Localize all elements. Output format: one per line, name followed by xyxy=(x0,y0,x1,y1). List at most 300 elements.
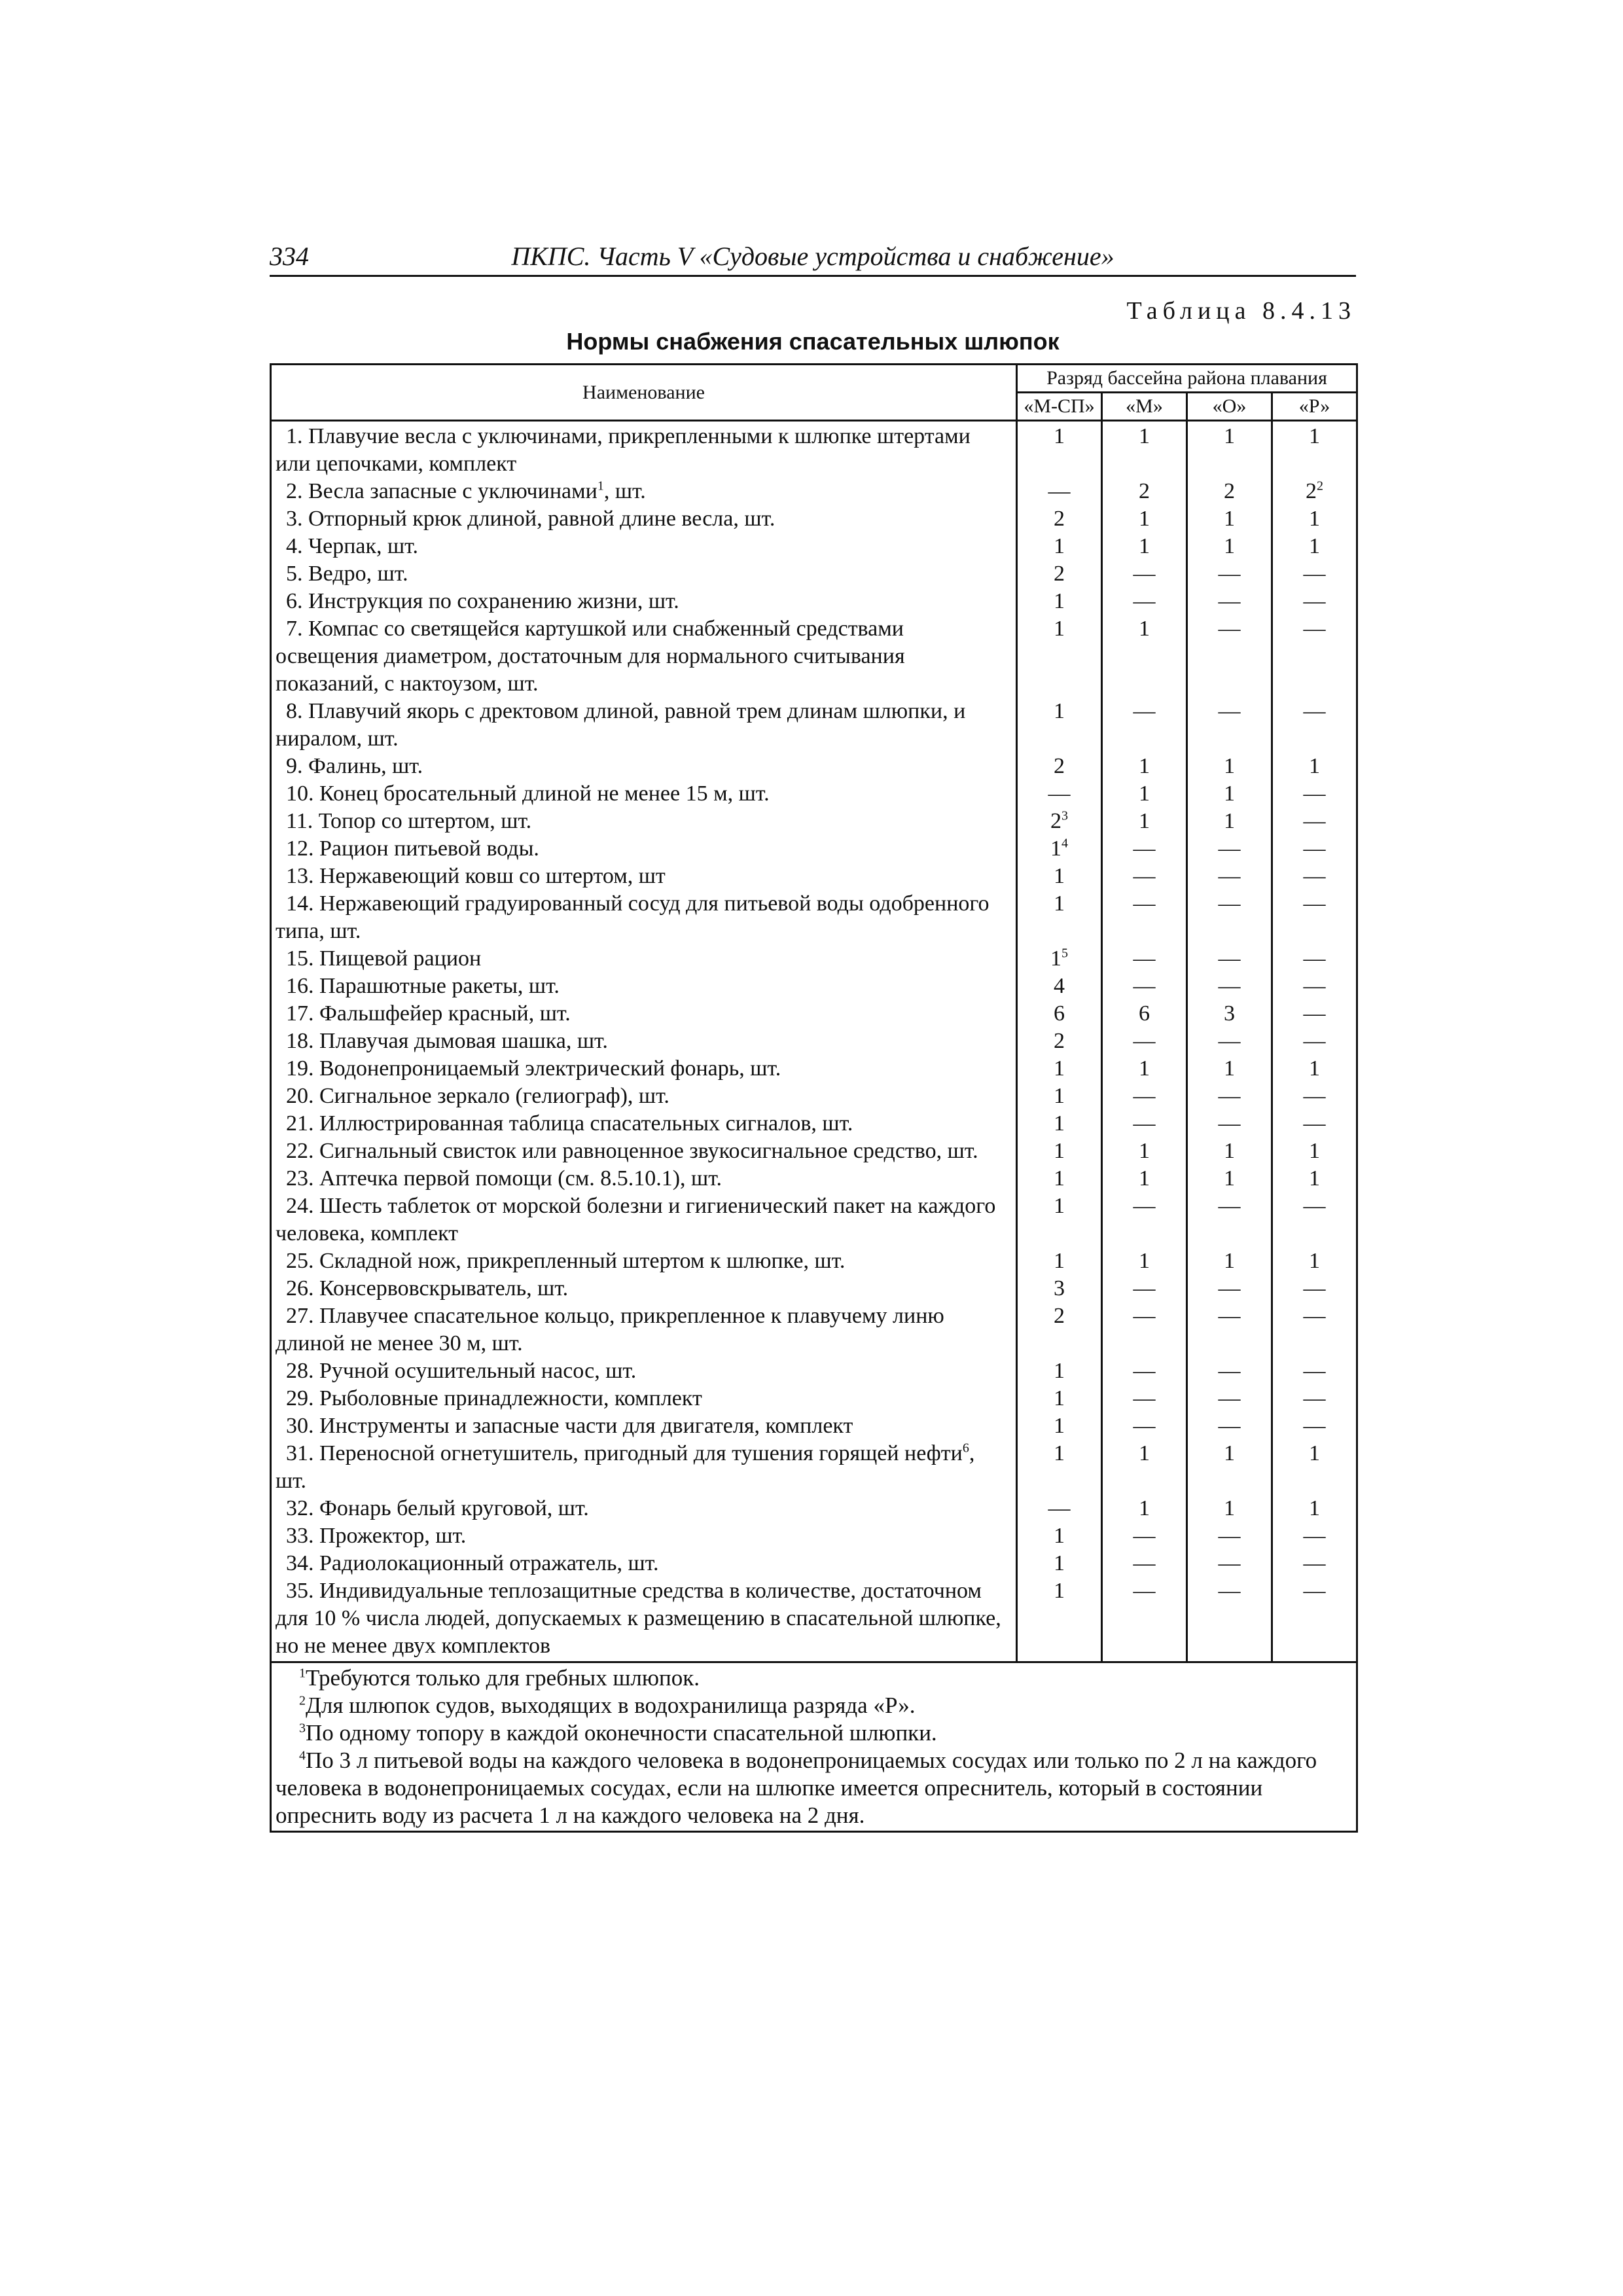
footnote-ref: 6 xyxy=(962,1441,969,1456)
quantity-cell xyxy=(1187,973,1272,1000)
quantity-cell xyxy=(1102,808,1187,835)
quantity-cell xyxy=(1272,1055,1357,1083)
quantity-cell xyxy=(1187,863,1272,890)
table-row xyxy=(271,945,1357,973)
page-number: 334 xyxy=(270,242,309,271)
item-name-cell xyxy=(271,1577,1017,1662)
quantity-value: 1 xyxy=(1224,1441,1235,1465)
quantity-cell xyxy=(1102,753,1187,780)
quantity-value: — xyxy=(1303,1194,1326,1218)
table-header-row xyxy=(271,365,1357,393)
quantity-cell xyxy=(1102,945,1187,973)
quantity-cell xyxy=(1272,560,1357,588)
item-name: 24. Шесть таблеток от морской болезни и гигиенический пакет на каждого человека, комплект xyxy=(276,1194,996,1246)
table-row xyxy=(271,780,1357,808)
item-name-cell xyxy=(271,808,1017,835)
quantity-cell xyxy=(1187,1522,1272,1550)
item-name-cell xyxy=(271,945,1017,973)
item-name-cell xyxy=(271,1412,1017,1440)
quantity-cell xyxy=(1272,753,1357,780)
quantity-value: — xyxy=(1133,699,1156,723)
quantity-cell xyxy=(1017,533,1102,560)
quantity-value: — xyxy=(1218,1359,1241,1383)
item-name-cell xyxy=(271,753,1017,780)
quantity-cell xyxy=(1187,421,1272,478)
quantity-value: — xyxy=(1133,562,1156,586)
quantity-cell xyxy=(1272,615,1357,698)
quantity-value: — xyxy=(1218,891,1241,916)
table-row xyxy=(271,560,1357,588)
quantity-value: — xyxy=(1218,1194,1241,1218)
quantity-cell xyxy=(1187,478,1272,505)
item-name: 13. Нержавеющий ковш со штертом, шт xyxy=(286,864,666,888)
item-name: 23. Аптечка первой помощи (см. 8.5.10.1), шт. xyxy=(286,1166,722,1191)
quantity-cell xyxy=(1272,1000,1357,1028)
item-name-tail: , шт. xyxy=(603,479,646,503)
quantity-value: 1 xyxy=(1224,1166,1235,1191)
item-name: 29. Рыболовные принадлежности, комплект xyxy=(286,1386,702,1410)
quantity-value: 1 xyxy=(1139,534,1150,558)
item-name: 9. Фалинь, шт. xyxy=(286,754,423,778)
item-name: 27. Плавучее спасательное кольцо, прикрепленное к плавучему линю длиной не менее 30 м, шт. xyxy=(276,1304,944,1355)
quantity-value: 1 xyxy=(1054,1579,1065,1603)
footnote-ref: 4 xyxy=(1061,836,1068,851)
item-name: 15. Пищевой рацион xyxy=(286,946,482,971)
item-name-cell xyxy=(271,1522,1017,1550)
quantity-cell xyxy=(1102,1522,1187,1550)
item-name: 12. Рацион питьевой воды. xyxy=(286,836,539,861)
footnotes-row xyxy=(271,1662,1357,1832)
quantity-value: 2 xyxy=(1054,754,1065,778)
quantity-cell xyxy=(1017,1495,1102,1522)
quantity-cell xyxy=(1017,698,1102,753)
table-row xyxy=(271,753,1357,780)
quantity-cell xyxy=(1102,560,1187,588)
quantity-value: 1 xyxy=(1224,534,1235,558)
item-name-cell xyxy=(271,505,1017,533)
item-name: 7. Компас со светящейся картушкой или снабженный средствами освещения диаметром, достаточным для нормального считывания показаний, с нактоузом, шт. xyxy=(276,617,905,696)
quantity-cell xyxy=(1017,1083,1102,1110)
quantity-cell xyxy=(1272,1440,1357,1495)
quantity-cell xyxy=(1017,890,1102,945)
quantity-cell xyxy=(1102,1247,1187,1275)
quantity-cell xyxy=(1187,1028,1272,1055)
quantity-cell xyxy=(1102,1165,1187,1193)
table-row xyxy=(271,1275,1357,1302)
quantity-cell xyxy=(1017,505,1102,533)
quantity-cell xyxy=(1187,1165,1272,1193)
quantity-value: — xyxy=(1218,589,1241,613)
quantity-cell xyxy=(1102,1302,1187,1357)
quantity-cell xyxy=(1017,1522,1102,1550)
quantity-value: — xyxy=(1218,864,1241,888)
quantity-cell xyxy=(1102,421,1187,478)
quantity-value: — xyxy=(1303,562,1326,586)
table-row xyxy=(271,1550,1357,1577)
quantity-cell xyxy=(1272,698,1357,753)
quantity-value: — xyxy=(1133,1524,1156,1548)
quantity-cell xyxy=(1272,588,1357,615)
quantity-value: — xyxy=(1133,946,1156,971)
quantity-cell xyxy=(1272,1110,1357,1138)
quantity-cell xyxy=(1102,780,1187,808)
table-row xyxy=(271,890,1357,945)
quantity-value: — xyxy=(1218,974,1241,998)
quantity-value: — xyxy=(1218,617,1241,641)
item-name-cell xyxy=(271,863,1017,890)
item-name: 25. Складной нож, прикрепленный штертом к шлюпке, шт. xyxy=(286,1249,846,1273)
quantity-value: 1 xyxy=(1139,781,1150,806)
quantity-cell xyxy=(1102,1000,1187,1028)
item-name-cell xyxy=(271,1083,1017,1110)
footnote-text: Для шлюпок судов, выходящих в водохранилища разряда «Р». xyxy=(306,1693,916,1718)
quantity-cell xyxy=(1102,588,1187,615)
table-row xyxy=(271,1440,1357,1495)
quantity-cell xyxy=(1017,863,1102,890)
table-row xyxy=(271,1055,1357,1083)
quantity-value: — xyxy=(1133,1276,1156,1300)
footnote-mark: 4 xyxy=(299,1748,306,1763)
item-name-tail: , шт. xyxy=(276,1441,975,1493)
table-row xyxy=(271,1000,1357,1028)
quantity-cell xyxy=(1102,533,1187,560)
quantity-cell xyxy=(1102,973,1187,1000)
item-name: 20. Сигнальное зеркало (гелиограф), шт. xyxy=(286,1084,669,1108)
item-name: 16. Парашютные ракеты, шт. xyxy=(286,974,560,998)
quantity-value: 2 xyxy=(1054,507,1065,531)
table-row xyxy=(271,1247,1357,1275)
quantity-cell xyxy=(1187,1412,1272,1440)
quantity-value: 1 xyxy=(1054,1524,1065,1548)
item-name-cell xyxy=(271,533,1017,560)
table-row xyxy=(271,1522,1357,1550)
quantity-value: — xyxy=(1218,1029,1241,1053)
quantity-cell xyxy=(1017,1165,1102,1193)
item-name: 31. Переносной огнетушитель, пригодный для тушения горящей нефти xyxy=(286,1441,963,1465)
table-row xyxy=(271,1138,1357,1165)
item-name-cell xyxy=(271,1028,1017,1055)
quantity-cell xyxy=(1017,1055,1102,1083)
quantity-value: 1 xyxy=(1054,1551,1065,1575)
quantity-value: — xyxy=(1218,1276,1241,1300)
quantity-value: 1 xyxy=(1139,809,1150,833)
item-name-cell xyxy=(271,1495,1017,1522)
quantity-value: — xyxy=(1303,1084,1326,1108)
quantity-value: 1 xyxy=(1139,1496,1150,1520)
name-column-header: Наименование xyxy=(271,365,1017,421)
document-page xyxy=(270,236,1356,1833)
item-name: 34. Радиолокационный отражатель, шт. xyxy=(286,1551,659,1575)
quantity-cell xyxy=(1187,945,1272,973)
quantity-value: — xyxy=(1218,1386,1241,1410)
quantity-cell xyxy=(1187,698,1272,753)
item-name: 18. Плавучая дымовая шашка, шт. xyxy=(286,1029,608,1053)
quantity-cell xyxy=(1187,588,1272,615)
item-name-cell xyxy=(271,780,1017,808)
item-name-cell xyxy=(271,890,1017,945)
table-row xyxy=(271,835,1357,863)
table-row xyxy=(271,615,1357,698)
quantity-cell xyxy=(1102,478,1187,505)
quantity-value: 1 xyxy=(1054,1359,1065,1383)
item-name-cell xyxy=(271,1165,1017,1193)
quantity-value: 1 xyxy=(1309,1056,1320,1081)
quantity-value: 1 xyxy=(1054,864,1065,888)
quantity-cell xyxy=(1017,973,1102,1000)
quantity-cell xyxy=(1187,835,1272,863)
quantity-value: 2 xyxy=(1224,479,1235,503)
quantity-value: — xyxy=(1218,836,1241,861)
quantity-cell xyxy=(1102,615,1187,698)
quantity-cell xyxy=(1187,780,1272,808)
quantity-cell xyxy=(1017,1000,1102,1028)
quantity-value: — xyxy=(1218,562,1241,586)
item-name: 11. Топор со штертом, шт. xyxy=(286,809,532,833)
quantity-cell xyxy=(1272,808,1357,835)
running-header xyxy=(270,236,1356,277)
quantity-cell xyxy=(1017,945,1102,973)
quantity-cell xyxy=(1102,698,1187,753)
table-row xyxy=(271,421,1357,478)
quantity-cell xyxy=(1272,890,1357,945)
item-name: 32. Фонарь белый круговой, шт. xyxy=(286,1496,589,1520)
quantity-value: — xyxy=(1133,1579,1156,1603)
item-name: 30. Инструменты и запасные части для двигателя, комплект xyxy=(286,1414,853,1438)
class-header: «Р» xyxy=(1272,393,1357,421)
quantity-value: 1 xyxy=(1309,424,1320,448)
quantity-cell xyxy=(1102,890,1187,945)
item-name-cell xyxy=(271,1275,1017,1302)
quantity-value: — xyxy=(1303,1551,1326,1575)
quantity-value: — xyxy=(1048,1496,1071,1520)
quantity-value: — xyxy=(1303,1414,1326,1438)
item-name-cell xyxy=(271,560,1017,588)
item-name-cell xyxy=(271,973,1017,1000)
quantity-cell xyxy=(1272,1412,1357,1440)
quantity-cell xyxy=(1017,1028,1102,1055)
quantity-cell xyxy=(1102,1357,1187,1385)
quantity-value: — xyxy=(1218,1579,1241,1603)
quantity-cell xyxy=(1102,1550,1187,1577)
quantity-cell xyxy=(1187,560,1272,588)
footnote-ref: 3 xyxy=(1061,808,1068,823)
quantity-value: — xyxy=(1303,1029,1326,1053)
quantity-cell xyxy=(1017,560,1102,588)
quantity-cell xyxy=(1187,1440,1272,1495)
quantity-cell xyxy=(1187,753,1272,780)
quantity-cell xyxy=(1272,1193,1357,1247)
item-name-cell xyxy=(271,478,1017,505)
table-row xyxy=(271,1495,1357,1522)
table-row xyxy=(271,1193,1357,1247)
item-name: 1. Плавучие весла с уключинами, прикрепленными к шлюпке штертами или цепочками, комплект xyxy=(276,424,971,476)
class-header: «О» xyxy=(1187,393,1272,421)
quantity-cell xyxy=(1272,863,1357,890)
quantity-cell xyxy=(1102,1495,1187,1522)
footnote-text: По одному топору в каждой оконечности спасательной шлюпки. xyxy=(306,1720,937,1746)
quantity-value: 1 xyxy=(1139,507,1150,531)
table-row xyxy=(271,1577,1357,1662)
quantity-value: 1 xyxy=(1309,507,1320,531)
quantity-value: 1 xyxy=(1139,1249,1150,1273)
quantity-cell xyxy=(1102,1275,1187,1302)
quantity-value: 1 xyxy=(1309,1166,1320,1191)
footnote-ref: 5 xyxy=(1061,946,1068,961)
quantity-cell xyxy=(1187,615,1272,698)
quantity-cell xyxy=(1017,588,1102,615)
quantity-cell xyxy=(1187,890,1272,945)
table-row xyxy=(271,863,1357,890)
quantity-value: — xyxy=(1218,1524,1241,1548)
quantity-cell xyxy=(1017,835,1102,863)
quantity-cell xyxy=(1187,1550,1272,1577)
quantity-value: — xyxy=(1218,1111,1241,1136)
class-header: «М» xyxy=(1102,393,1187,421)
quantity-value: — xyxy=(1133,1111,1156,1136)
quantity-value: — xyxy=(1303,1304,1326,1328)
quantity-value: — xyxy=(1303,781,1326,806)
quantity-value: — xyxy=(1303,589,1326,613)
quantity-value: — xyxy=(1133,864,1156,888)
item-name-cell xyxy=(271,1110,1017,1138)
quantity-cell xyxy=(1272,1138,1357,1165)
quantity-value: 1 xyxy=(1054,424,1065,448)
table-row xyxy=(271,1412,1357,1440)
quantity-value: 1 xyxy=(1309,534,1320,558)
quantity-value: — xyxy=(1133,1304,1156,1328)
quantity-value: 6 xyxy=(1139,1001,1150,1026)
quantity-value: 3 xyxy=(1224,1001,1235,1026)
quantity-cell xyxy=(1272,1275,1357,1302)
quantity-value: 1 xyxy=(1054,589,1065,613)
item-name-cell xyxy=(271,1550,1017,1577)
quantity-cell xyxy=(1187,1577,1272,1662)
quantity-cell xyxy=(1187,1110,1272,1138)
quantity-value: — xyxy=(1218,946,1241,971)
quantity-cell xyxy=(1017,1193,1102,1247)
quantity-cell xyxy=(1187,1302,1272,1357)
quantity-value: — xyxy=(1133,1029,1156,1053)
table-row xyxy=(271,478,1357,505)
quantity-value: 2 xyxy=(1054,562,1065,586)
quantity-value: 1 xyxy=(1224,1139,1235,1163)
quantity-value: — xyxy=(1133,836,1156,861)
quantity-value: 1 xyxy=(1054,1139,1065,1163)
quantity-cell xyxy=(1017,1357,1102,1385)
quantity-cell xyxy=(1272,1495,1357,1522)
quantity-cell xyxy=(1017,1138,1102,1165)
quantity-cell xyxy=(1187,1275,1272,1302)
footnote-ref: 1 xyxy=(597,478,604,493)
quantity-value: — xyxy=(1133,1084,1156,1108)
quantity-value: — xyxy=(1218,1084,1241,1108)
item-name: 4. Черпак, шт. xyxy=(286,534,418,558)
quantity-value: 1 xyxy=(1054,1249,1065,1273)
quantity-cell xyxy=(1017,1577,1102,1662)
quantity-value: 1 xyxy=(1139,1166,1150,1191)
quantity-cell xyxy=(1102,1440,1187,1495)
quantity-cell xyxy=(1272,533,1357,560)
quantity-cell xyxy=(1272,835,1357,863)
quantity-value: 1 xyxy=(1054,891,1065,916)
table-row xyxy=(271,973,1357,1000)
quantity-cell xyxy=(1187,1083,1272,1110)
item-name-cell xyxy=(271,1302,1017,1357)
item-name-cell xyxy=(271,1193,1017,1247)
quantity-value: 1 xyxy=(1224,507,1235,531)
item-name-cell xyxy=(271,1357,1017,1385)
quantity-value: — xyxy=(1303,699,1326,723)
quantity-cell xyxy=(1272,478,1357,505)
quantity-value: — xyxy=(1133,1194,1156,1218)
quantity-value: 1 xyxy=(1139,1139,1150,1163)
quantity-value: — xyxy=(1133,891,1156,916)
table-row xyxy=(271,698,1357,753)
quantity-value: — xyxy=(1303,1359,1326,1383)
quantity-cell xyxy=(1102,1385,1187,1412)
footnote-ref: 2 xyxy=(1317,478,1323,493)
quantity-cell xyxy=(1187,533,1272,560)
footnote-mark: 2 xyxy=(299,1693,306,1708)
quantity-cell xyxy=(1017,1110,1102,1138)
quantity-value: — xyxy=(1303,864,1326,888)
quantity-cell xyxy=(1187,1000,1272,1028)
quantity-cell xyxy=(1272,1083,1357,1110)
item-name-cell xyxy=(271,1138,1017,1165)
table-row xyxy=(271,1083,1357,1110)
quantity-value: 1 xyxy=(1054,1084,1065,1108)
quantity-cell xyxy=(1187,1055,1272,1083)
quantity-cell xyxy=(1017,1247,1102,1275)
table-row xyxy=(271,1385,1357,1412)
item-name: 35. Индивидуальные теплозащитные средства в количестве, достаточном для 10 % числа людей, допускаемых к размещению в спасательной шлюпке, но не менее двух комплектов xyxy=(276,1579,1001,1658)
item-name: 8. Плавучий якорь с дректовом длиной, равной трем длинам шлюпки, и ниралом, шт. xyxy=(276,699,966,751)
quantity-value: 3 xyxy=(1054,1276,1065,1300)
quantity-cell xyxy=(1272,780,1357,808)
item-name-cell xyxy=(271,1385,1017,1412)
quantity-value: 1 xyxy=(1224,1496,1235,1520)
quantity-cell xyxy=(1017,753,1102,780)
table-title: Нормы снабжения спасательных шлюпок xyxy=(566,328,1060,355)
table-label: Таблица 8.4.13 xyxy=(1126,297,1356,325)
quantity-cell xyxy=(1187,1495,1272,1522)
quantity-value: 1 xyxy=(1139,1056,1150,1081)
quantity-cell xyxy=(1187,1357,1272,1385)
item-name: 28. Ручной осушительный насос, шт. xyxy=(286,1359,637,1383)
table-row xyxy=(271,1110,1357,1138)
quantity-cell xyxy=(1272,1302,1357,1357)
table-row xyxy=(271,808,1357,835)
table-row xyxy=(271,1165,1357,1193)
quantity-value: 1 xyxy=(1309,1139,1320,1163)
item-name-cell xyxy=(271,835,1017,863)
quantity-cell xyxy=(1102,863,1187,890)
running-title: ПКПС. Часть V «Судовые устройства и снабжение» xyxy=(511,242,1115,271)
quantity-value: 1 xyxy=(1224,809,1235,833)
quantity-cell xyxy=(1272,505,1357,533)
quantity-cell xyxy=(1272,945,1357,973)
quantity-value: — xyxy=(1303,836,1326,861)
quantity-value: 1 xyxy=(1224,1056,1235,1081)
quantity-value: — xyxy=(1303,891,1326,916)
quantity-value: — xyxy=(1303,1276,1326,1300)
quantity-cell xyxy=(1102,1083,1187,1110)
quantity-cell xyxy=(1017,1412,1102,1440)
quantity-value: — xyxy=(1303,617,1326,641)
footnote xyxy=(276,1692,1352,1719)
quantity-value: — xyxy=(1303,1579,1326,1603)
quantity-value: 2 xyxy=(1054,1029,1065,1053)
